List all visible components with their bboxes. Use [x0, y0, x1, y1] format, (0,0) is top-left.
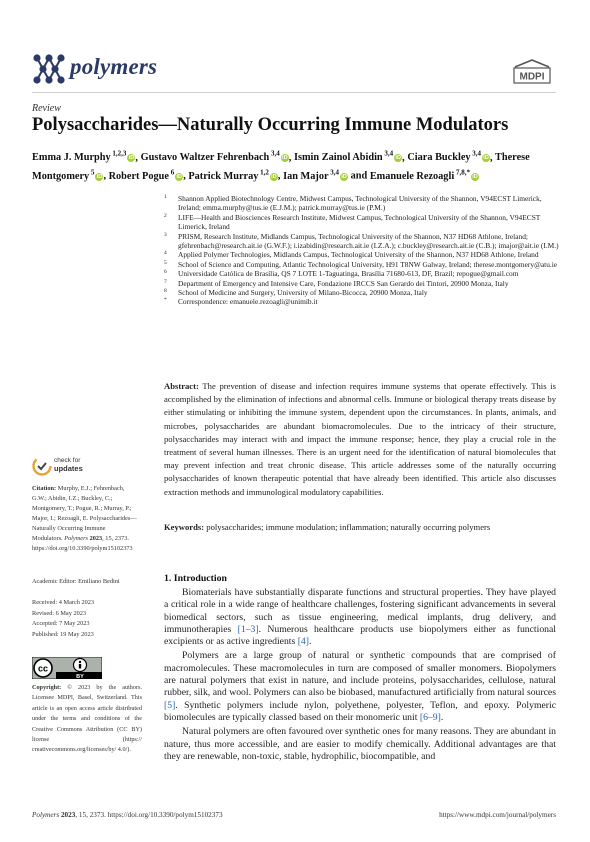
check-updates-icon — [32, 456, 52, 476]
article-dates — [32, 598, 142, 640]
author-name: Patrick Murray — [188, 170, 259, 182]
reference-link[interactable]: [1–3] — [237, 623, 259, 635]
copyright-text: © 2023 by the authors. Licensee MDPI, Basel, Switzerland. This article is an open access article distributed under the terms and conditions of the Creative Commons Attribution (CC BY) license (https:// creativecommons.org/licenses/by/ 4.0/). — [32, 684, 143, 754]
affiliation-text: School of Medicine and Surgery, University of Milano-Bicocca, 20900 Monza, Italy — [178, 288, 428, 298]
author-separator: and — [348, 170, 370, 182]
orcid-icon[interactable]: iD — [128, 155, 135, 162]
p1-text-a: Biomaterials have substantially disparate functions and structural properties. They have played a critical role in a wide range of healthcare challenges, fostering significant advancements in several biomedical sectors, such as tissue engineering, medical implants, drug delivery, and immunotherapies — [164, 587, 556, 635]
check-updates-line2: updates — [54, 464, 83, 473]
check-for-updates-badge[interactable] — [32, 456, 92, 478]
keywords — [164, 521, 556, 534]
affiliation-text: School of Science and Computing, Atlantic Technological University, H91 T8NW Galway, Ireland; therese.montgomery@atu.ie — [178, 259, 558, 269]
author-name: Ian Major — [283, 170, 329, 182]
abstract-label: Abstract: — [164, 381, 199, 391]
author-affiliation-marker: 7,8,* — [454, 168, 470, 177]
cc-by-license-icon[interactable] — [32, 657, 102, 679]
p2-text-c: . — [440, 711, 444, 723]
article-title: Polysaccharides—Naturally Occurring Immune Modulators — [32, 115, 509, 135]
affiliation-number: 2 — [164, 212, 167, 219]
publisher-name: MDPI — [519, 71, 545, 83]
author-separator: , — [183, 170, 189, 182]
abstract — [164, 380, 556, 499]
reference-link[interactable]: [6–9] — [419, 711, 441, 723]
p1-text-b: . Numerous healthcare products use biopolymers either as functional excipients or as active ingredients — [164, 623, 556, 648]
p2-text-b: . Synthetic polymers include nylon, polyethene, polyester, Teflon, and epoxy. Polymeric biomolecules are typically classed based on their monomeric unit — [164, 699, 556, 723]
affiliation-number: 4 — [164, 250, 167, 257]
author-name: Therese Montgomery — [32, 152, 530, 182]
author-affiliation-marker: 1,2,3 — [110, 150, 127, 158]
author-affiliation-marker: 3,4 — [382, 150, 394, 158]
affiliation-number: * — [164, 297, 167, 304]
date-published: Published: 19 May 2023 — [32, 630, 94, 638]
check-updates-line1: check for — [54, 457, 81, 464]
keywords-label: Keywords: — [164, 522, 205, 532]
affiliation-text: Department of Emergency and Intensive Care, Fondazione IRCCS San Gerardo dei Tintori, 20900 Monza, Italy — [178, 278, 509, 288]
author-separator: , — [490, 152, 496, 164]
intro-paragraph-1 — [164, 587, 556, 648]
affiliation-item — [164, 279, 562, 288]
affiliation-text: PRISM, Research Institute, Midlands Campus, Technological University of the Shannon, N37 HD68 Athlone, Ireland; gfehrenbach@research.ait.ie (G.W.F.); i.izabidin@research.ait.ie (I.Z.A.); c.buckley@research.ait.ie (C.B.); imajor@ait.ie (I.M.) — [178, 231, 559, 251]
affiliations — [164, 194, 562, 307]
affiliation-text: Applied Polymer Technologies, Midlands Campus, Technological University of the Shannon, N37 HD68 Athlone, Ireland — [178, 250, 539, 260]
affiliation-item — [164, 194, 562, 213]
orcid-icon[interactable]: iD — [96, 173, 103, 180]
affiliation-item — [164, 288, 562, 297]
orcid-icon[interactable]: iD — [282, 155, 288, 162]
cc-by-label: BY — [76, 674, 84, 679]
affiliation-item — [164, 250, 562, 259]
p2-text-a: Polymers are a large group of natural or synthetic compounds that are comprised of macromolecules. These macromolecules in turn are composed of smaller monomers. Biopolymers are natural polymers that exist in nature, and include proteins, polysaccharides, cellulose, natural rubber, silk, and wool. Polymers can also be biobased, manufactured artificially from natural sources — [164, 650, 556, 699]
affiliation-item — [164, 297, 562, 306]
header-divider — [32, 92, 556, 93]
author[interactable] — [369, 168, 479, 182]
affiliation-item — [164, 260, 562, 269]
orcid-icon[interactable]: iD — [271, 173, 277, 180]
affiliation-number: 6 — [164, 269, 167, 276]
author-name: Emanuele Rezoagli — [369, 170, 455, 182]
author-name: Ismin Zainol Abidin — [293, 152, 383, 164]
author-name: Emma J. Murphy — [32, 152, 111, 164]
author-separator: , — [103, 170, 109, 182]
affiliation-number: 1 — [164, 194, 167, 200]
journal-logo-icon — [32, 52, 66, 86]
author-separator: , — [288, 152, 294, 164]
footer-journal-url[interactable]: https://www.mdpi.com/journal/polymers — [439, 811, 556, 819]
author-name: Ciara Buckley — [407, 152, 471, 164]
author[interactable] — [32, 152, 135, 163]
affiliation-number: 7 — [164, 278, 167, 285]
reference-link[interactable]: [5] — [164, 699, 176, 711]
author-affiliation-marker: 6 — [168, 168, 175, 177]
footer-doi[interactable]: , 15, 2373. https://doi.org/10.3390/polym15102373 — [75, 811, 223, 819]
citation — [32, 484, 137, 554]
date-received: Received: 4 March 2023 — [32, 599, 95, 606]
introduction-body — [164, 587, 556, 765]
orcid-icon[interactable]: iD — [341, 173, 347, 180]
author[interactable] — [283, 168, 348, 182]
author-affiliation-marker: 5 — [89, 168, 95, 177]
author[interactable] — [188, 168, 278, 182]
affiliation-item — [164, 213, 562, 232]
author[interactable] — [294, 152, 402, 163]
author[interactable] — [407, 152, 490, 163]
author-separator: , — [135, 152, 141, 164]
reference-link[interactable]: [4] — [297, 636, 309, 648]
author-affiliation-marker: 1,2 — [258, 168, 269, 177]
affiliation-text: LIFE—Health and Biosciences Research Institute, Midwest Campus, Technological University of the Shannon, V94ECST Limerick, Ireland — [178, 212, 541, 232]
orcid-icon[interactable]: iD — [395, 155, 401, 162]
citation-label: Citation: — [32, 485, 57, 492]
abstract-text: The prevention of disease and infection requires immune systems that operate effectively. This is accomplished by the elimination of infections and abnormal cells. Immune or biological therapy treats disease by either stimulating or inhibiting the immune system, dependent upon the circumstances. In plants, animals, and microbes, polysaccharides are abundant biomacromolecules. Due to the intricacy of their structure, polysaccharides may interact with and impact the immune response; hence, they play a crucial role in the treatment of several human illnesses. There is an urgent need for the identification of natural biomolecules that may prevent infection and treat chronic disease. This article addresses some of the naturally occurring polysaccharides of known therapeutic potential that have already been identified. This article also discusses extraction methods and immunological modulatory capabilities. — [164, 381, 556, 497]
citation-year: 2023 — [89, 535, 103, 542]
orcid-icon[interactable]: iD — [483, 155, 489, 162]
author-separator: , — [402, 152, 408, 164]
copyright-label: Copyright: — [32, 684, 62, 691]
journal-name: polymers — [70, 54, 158, 79]
author[interactable] — [141, 152, 289, 163]
author-name: Gustavo Waltzer Fehrenbach — [140, 152, 270, 164]
author-affiliation-marker: 3,4 — [328, 168, 340, 177]
author[interactable] — [108, 168, 184, 182]
section-heading-introduction: 1. Introduction — [164, 573, 227, 584]
affiliation-text: Universidade Católica de Brasília, QS 7 LOTE 1-Taguatinga, Brasília 71680-613, DF, Brazil; repogue@gmail.com — [178, 269, 519, 279]
affiliation-item — [164, 269, 562, 278]
affiliation-text: Shannon Applied Biotechnology Centre, Midwest Campus, Technological University of the Shannon, V94ECST Limerick, Ireland; emma.murphy@tus.ie (E.J.M.); patrick.murray@tus.ie (P.M.) — [178, 194, 542, 213]
footer-citation — [32, 811, 223, 819]
affiliation-item — [164, 232, 562, 251]
affiliation-number: 5 — [164, 259, 167, 266]
citation-doi[interactable]: , 15, 2373. https://doi.org/10.3390/polym15102373 — [32, 535, 133, 552]
footer-journal: Polymers — [32, 811, 60, 819]
author-separator: , — [277, 170, 284, 182]
affiliation-text: Correspondence: emanuele.rezoagli@unimib.it — [178, 297, 318, 307]
mdpi-logo-icon — [511, 58, 553, 86]
author-list — [32, 147, 552, 184]
date-revised: Revised: 6 May 2023 — [32, 609, 87, 617]
author-affiliation-marker: 3,4 — [269, 150, 280, 158]
svg-text:cc: cc — [37, 663, 49, 674]
author-affiliation-marker: 3,4 — [470, 150, 482, 158]
orcid-icon[interactable]: iD — [472, 173, 478, 180]
academic-editor: Academic Editor: Emiliano Bedini — [32, 578, 120, 585]
orcid-icon[interactable]: iD — [176, 173, 182, 180]
affiliation-number: 3 — [164, 231, 167, 238]
citation-journal: Polymers — [64, 535, 88, 542]
intro-paragraph-2 — [164, 650, 556, 724]
citation-text: Murphy, E.J.; Fehrenbach, G.W.; Abidin, I.Z.; Buckley, C.; Montgomery, T.; Pogue, R.; Murray, P.; Major, I.; Rezoagli, E. Polysaccharides—Naturally Occurring Immune Modulators. — [32, 485, 137, 542]
keywords-text: polysaccharides; immune modulation; inflammation; naturally occurring polymers — [206, 522, 491, 532]
copyright-notice — [32, 683, 142, 756]
footer-year: 2023 — [60, 811, 76, 819]
author-name: Robert Pogue — [108, 170, 169, 182]
article-type: Review — [32, 103, 61, 114]
date-accepted: Accepted: 7 May 2023 — [32, 620, 90, 628]
intro-paragraph-3: Natural polymers are often favoured over synthetic ones for many reasons. They are abundant in nature, thus more accessible, and are easier to modify chemically. Additional advantages are that they are renewable, non-toxic, stable, hydrophilic, biocompatible, and — [164, 726, 557, 762]
p1-text-c: . — [309, 636, 312, 648]
affiliation-number: 8 — [164, 288, 167, 295]
